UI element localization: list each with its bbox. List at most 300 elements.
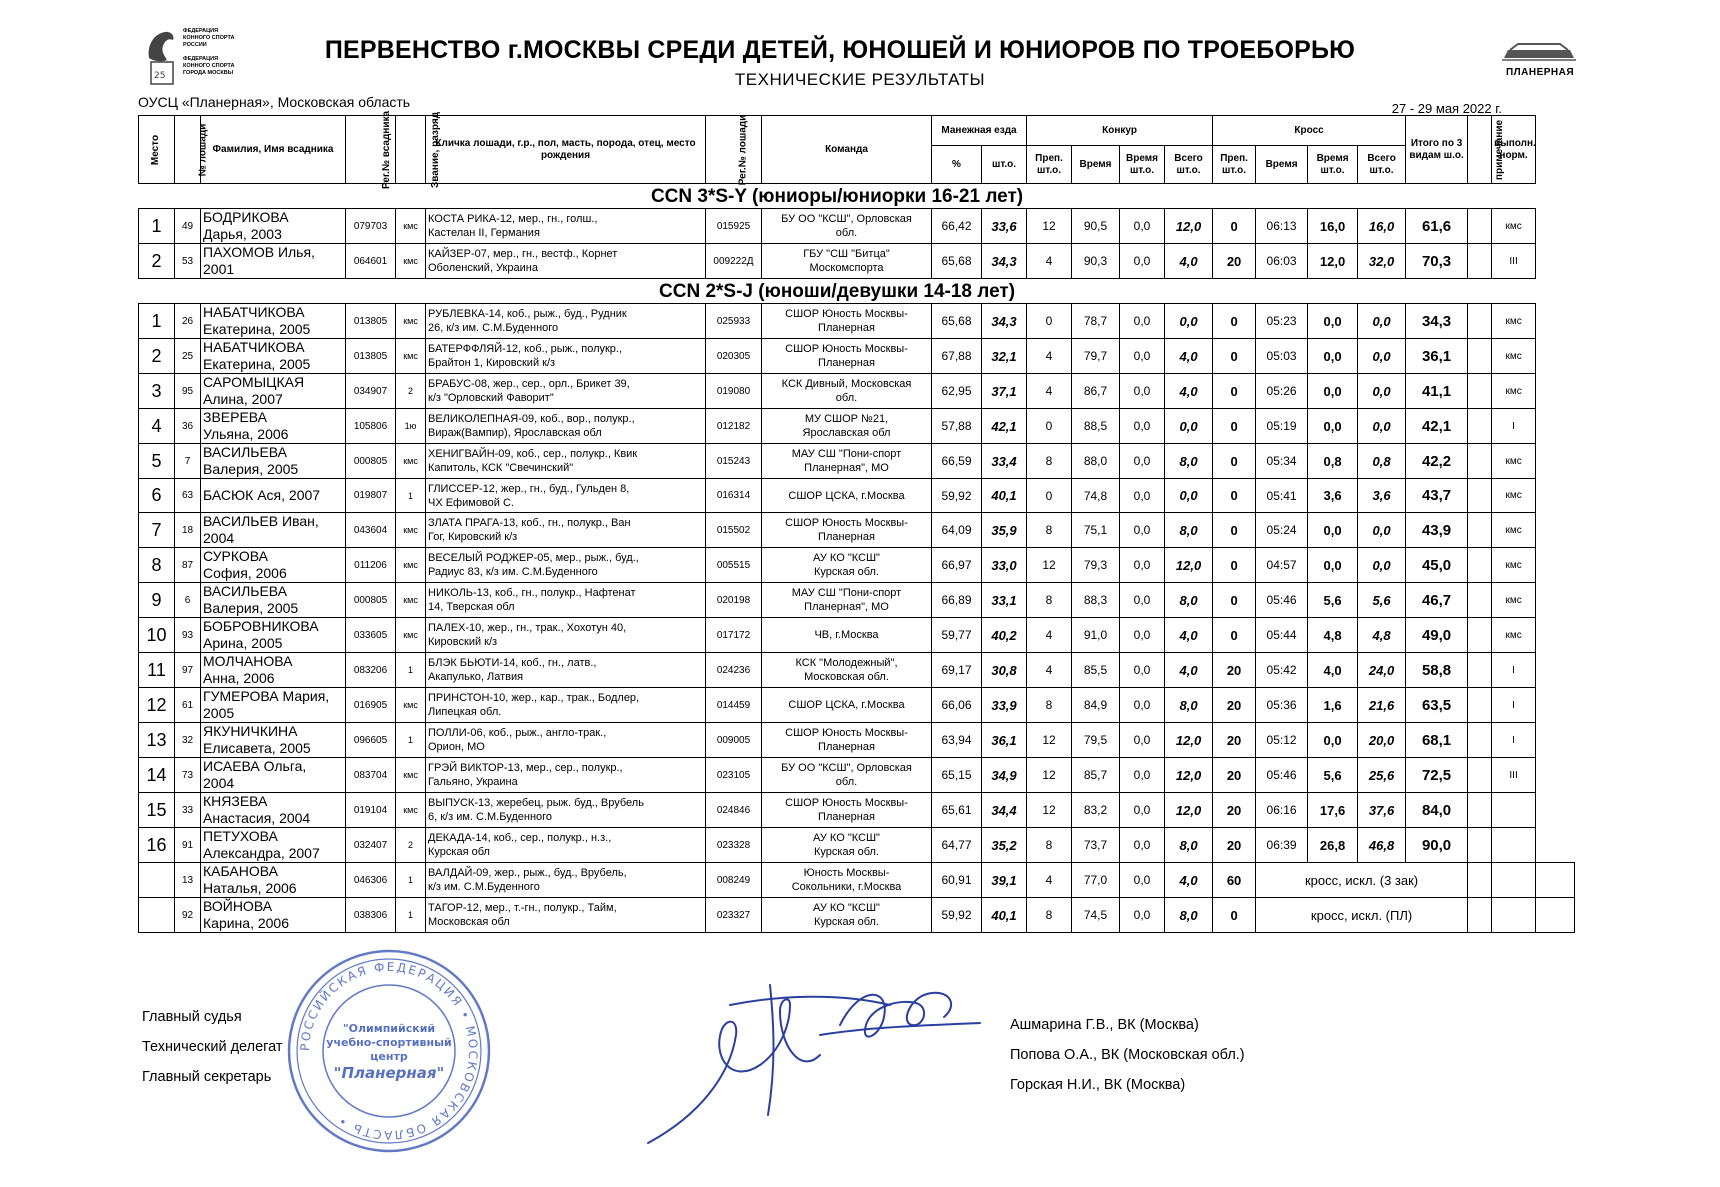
- category-row: [139, 184, 1575, 209]
- officials-names: [1010, 1010, 1245, 1100]
- cell-rider-reg: 019807: [346, 479, 396, 513]
- cell-jump-time: 85,5: [1072, 653, 1120, 688]
- cell-rider: КАБАНОВА Наталья, 2006: [201, 863, 346, 898]
- cell-horse: ПАЛЕХ-10, жер., гн., трак., Хохотун 40, Кировский к/з: [426, 618, 706, 653]
- cell-jump-total: 12,0: [1165, 209, 1213, 244]
- cell-horse-reg: 017172: [706, 618, 762, 653]
- svg-text:25: 25: [154, 71, 166, 81]
- cell-horse-no: 92: [175, 898, 201, 933]
- cell-team: МУ СШОР №21, Ярославская обл: [762, 409, 932, 444]
- cell-dressage-pct: 59,77: [932, 618, 982, 653]
- cell-cross-result: кросс, искл. (3 зак): [1256, 863, 1468, 898]
- cell-jump-time-pen: 0,0: [1120, 863, 1165, 898]
- cell-cross-time: 05:19: [1256, 409, 1308, 444]
- cell-place: 5: [139, 444, 175, 479]
- cell-dressage-pen: 37,1: [982, 374, 1027, 409]
- col-cross-obst: Преп. шт.о.: [1213, 146, 1256, 184]
- cell-dressage-pct: 66,97: [932, 548, 982, 583]
- cell-rank: кмс: [396, 793, 426, 828]
- cell-note: [1468, 209, 1492, 244]
- col-jump-time: Время: [1072, 146, 1120, 184]
- cell-cross-result: кросс, искл. (ПЛ): [1256, 898, 1468, 933]
- official-stamp: [284, 946, 494, 1156]
- cell-rank: кмс: [396, 209, 426, 244]
- cell-dressage-pen: 40,1: [982, 479, 1027, 513]
- cell-horse-reg: 009222Д: [706, 244, 762, 279]
- cell-team: СШОР ЦСКА, г.Москва: [762, 688, 932, 723]
- cell-cross-time-pen: 0,0: [1308, 339, 1358, 374]
- planernaya-logo: [1500, 40, 1580, 76]
- cell-dressage-pct: 65,68: [932, 244, 982, 279]
- cell-rider: БАСЮК Ася, 2007: [201, 479, 346, 513]
- cell-jump-total: 12,0: [1165, 723, 1213, 758]
- cell-total: 68,1: [1406, 723, 1468, 758]
- cell-cross-time: 05:12: [1256, 723, 1308, 758]
- cell-place: 3: [139, 374, 175, 409]
- cell-rider-reg: 038306: [346, 898, 396, 933]
- col-cross-time-pen: Время шт.о.: [1308, 146, 1358, 184]
- name-chief-judge: Ашмарина Г.В., ВК (Москва): [1010, 1017, 1199, 1033]
- cell-team: ЧВ, г.Москва: [762, 618, 932, 653]
- cell-total: 45,0: [1406, 548, 1468, 583]
- cell-rider: НАБАТЧИКОВА Екатерина, 2005: [201, 339, 346, 374]
- cell-norm: кмс: [1492, 548, 1536, 583]
- cell-rank: 1: [396, 479, 426, 513]
- cell-dressage-pen: 34,3: [982, 244, 1027, 279]
- cell-team: КСК Дивный, Московская обл.: [762, 374, 932, 409]
- cell-dressage-pct: 59,92: [932, 898, 982, 933]
- stadium-logo-icon: [1500, 40, 1578, 62]
- cell-note: [1468, 409, 1492, 444]
- cell-rider-reg: 064601: [346, 244, 396, 279]
- cell-dressage-pen: 33,9: [982, 688, 1027, 723]
- cell-rider-reg: 096605: [346, 723, 396, 758]
- cell-team: МАУ СШ "Пони-спорт Планерная", МО: [762, 583, 932, 618]
- cell-rank: кмс: [396, 244, 426, 279]
- cell-rider: ПЕТУХОВА Александра, 2007: [201, 828, 346, 863]
- table-row: [139, 339, 1575, 374]
- cell-jump-time: 90,5: [1072, 209, 1120, 244]
- cell-cross-total: 5,6: [1358, 583, 1406, 618]
- cell-rank: кмс: [396, 583, 426, 618]
- cell-total: 34,3: [1406, 304, 1468, 339]
- cell-jump-time: 74,5: [1072, 898, 1120, 933]
- cell-dressage-pct: 66,42: [932, 209, 982, 244]
- role-chief-judge: Главный судья: [142, 1009, 242, 1025]
- cell-place: 10: [139, 618, 175, 653]
- cell-cross-time-pen: 0,0: [1308, 513, 1358, 548]
- cell-jump-time: 90,3: [1072, 244, 1120, 279]
- cell-cross-total: 0,0: [1358, 374, 1406, 409]
- cell-jump-obst: 4: [1027, 863, 1072, 898]
- cell-jump-total: 0,0: [1165, 304, 1213, 339]
- cell-horse: РУБЛЕВКА-14, коб., рыж., буд., Рудник 26, к/з им. С.М.Буденного: [426, 304, 706, 339]
- col-jump-total: Всего шт.о.: [1165, 146, 1213, 184]
- cell-cross-time: 05:41: [1256, 479, 1308, 513]
- cell-cross-time: 06:16: [1256, 793, 1308, 828]
- cell-jump-time-pen: 0,0: [1120, 304, 1165, 339]
- cell-rider: ВАСИЛЬЕВА Валерия, 2005: [201, 583, 346, 618]
- cell-norm: кмс: [1492, 304, 1536, 339]
- col-dressage-pen: шт.о.: [982, 146, 1027, 184]
- cell-jump-time: 88,0: [1072, 444, 1120, 479]
- cell-horse-reg: 023105: [706, 758, 762, 793]
- cell-horse-reg: 015502: [706, 513, 762, 548]
- category-title: CCN 3*S-Y (юниоры/юниорки 16-21 лет): [139, 184, 1536, 209]
- cell-place: 2: [139, 339, 175, 374]
- cell-note: [1468, 723, 1492, 758]
- cell-cross-total: 0,0: [1358, 339, 1406, 374]
- cell-team: КСК "Молодежный", Московская обл.: [762, 653, 932, 688]
- cell-cross-time-pen: 0,0: [1308, 304, 1358, 339]
- cell-jump-time: 73,7: [1072, 828, 1120, 863]
- cell-jump-time: 79,5: [1072, 723, 1120, 758]
- cell-dressage-pen: 35,2: [982, 828, 1027, 863]
- table-row: [139, 653, 1575, 688]
- cell-cross-time: 05:46: [1256, 758, 1308, 793]
- cell-dressage-pct: 66,89: [932, 583, 982, 618]
- cell-jump-time: 88,3: [1072, 583, 1120, 618]
- cell-dressage-pct: 62,95: [932, 374, 982, 409]
- cell-jump-time-pen: 0,0: [1120, 513, 1165, 548]
- cell-cross-time-pen: 16,0: [1308, 209, 1358, 244]
- cell-total: 84,0: [1406, 793, 1468, 828]
- table-row: [139, 409, 1575, 444]
- table-row: [139, 479, 1575, 513]
- cell-total: 61,6: [1406, 209, 1468, 244]
- cell-cross-obst: 0: [1213, 339, 1256, 374]
- cell-cross-obst: 20: [1213, 758, 1256, 793]
- table-row: [139, 374, 1575, 409]
- cell-note: [1468, 479, 1492, 513]
- cell-cross-time-pen: 3,6: [1308, 479, 1358, 513]
- cell-jump-obst: 4: [1027, 374, 1072, 409]
- cell-jump-obst: 8: [1027, 583, 1072, 618]
- cell-rank: 1: [396, 653, 426, 688]
- cell-rank: кмс: [396, 444, 426, 479]
- cell-norm: I: [1492, 688, 1536, 723]
- cell-norm: кмс: [1492, 618, 1536, 653]
- cell-cross-total: 0,8: [1358, 444, 1406, 479]
- cell-total: [1468, 863, 1492, 898]
- cell-horse: ВЕСЕЛЫЙ РОДЖЕР-05, мер., рыж., буд., Радиус 83, к/з им. С.М.Буденного: [426, 548, 706, 583]
- cell-place: 6: [139, 479, 175, 513]
- table-row: [139, 244, 1575, 279]
- cell-cross-obst: 0: [1213, 513, 1256, 548]
- cell-horse-reg: 020198: [706, 583, 762, 618]
- venue: ОУСЦ «Планерная», Московская область: [138, 94, 411, 110]
- cell-cross-total: 16,0: [1358, 209, 1406, 244]
- cell-rider: ИСАЕВА Ольга, 2004: [201, 758, 346, 793]
- cell-jump-obst: 12: [1027, 758, 1072, 793]
- cell-dressage-pct: 65,68: [932, 304, 982, 339]
- cell-norm: кмс: [1492, 374, 1536, 409]
- cell-total: [1468, 898, 1492, 933]
- cell-horse: БРАБУС-08, жер., сер., орл., Брикет 39, к/з "Орловский Фаворит": [426, 374, 706, 409]
- cell-horse: БАТЕРФФЛЯЙ-12, коб., рыж., полукр., Брайтон 1, Кировский к/з: [426, 339, 706, 374]
- cell-dressage-pct: 65,61: [932, 793, 982, 828]
- cell-horse-reg: 015243: [706, 444, 762, 479]
- col-note: примечание: [1468, 116, 1492, 184]
- table-row: [139, 513, 1575, 548]
- cell-rider-reg: 043604: [346, 513, 396, 548]
- cell-place: [139, 898, 175, 933]
- cell-horse-reg: 005515: [706, 548, 762, 583]
- cell-horse-no: 13: [175, 863, 201, 898]
- cell-rider: ПАХОМОВ Илья, 2001: [201, 244, 346, 279]
- cell-rider-reg: 083206: [346, 653, 396, 688]
- signatures: [640, 965, 1010, 1150]
- cell-jump-obst: 4: [1027, 653, 1072, 688]
- cell-jump-time-pen: 0,0: [1120, 209, 1165, 244]
- cell-horse-no: 73: [175, 758, 201, 793]
- cell-rank: кмс: [396, 758, 426, 793]
- cell-cross-time: 06:39: [1256, 828, 1308, 863]
- cell-rider: МОЛЧАНОВА Анна, 2006: [201, 653, 346, 688]
- cell-jump-total: 12,0: [1165, 548, 1213, 583]
- cell-cross-total: 0,0: [1358, 304, 1406, 339]
- cell-total: 72,5: [1406, 758, 1468, 793]
- cell-jump-time: 88,5: [1072, 409, 1120, 444]
- cell-jump-time: 91,0: [1072, 618, 1120, 653]
- cell-rider: КНЯЗЕВА Анастасия, 2004: [201, 793, 346, 828]
- cell-cross-obst: 0: [1213, 898, 1256, 933]
- cell-dressage-pct: 59,92: [932, 479, 982, 513]
- page-subtitle: ТЕХНИЧЕСКИЕ РЕЗУЛЬТАТЫ: [734, 70, 986, 89]
- cell-rider: ВАСИЛЬЕВА Валерия, 2005: [201, 444, 346, 479]
- table-row: [139, 723, 1575, 758]
- cell-total: 58,8: [1406, 653, 1468, 688]
- cell-rank: 1: [396, 898, 426, 933]
- cell-cross-obst: 0: [1213, 444, 1256, 479]
- cell-horse-no: 36: [175, 409, 201, 444]
- cell-jump-obst: 12: [1027, 723, 1072, 758]
- cell-rank: 1: [396, 723, 426, 758]
- cell-horse: ТАГОР-12, мер., т.-гн., полукр., Тайм, Московская обл: [426, 898, 706, 933]
- cell-jump-time-pen: 0,0: [1120, 758, 1165, 793]
- svg-text:"Планерная": "Планерная": [333, 1064, 445, 1082]
- cell-dressage-pct: 60,91: [932, 863, 982, 898]
- cell-cross-obst: 20: [1213, 793, 1256, 828]
- cell-jump-time-pen: 0,0: [1120, 828, 1165, 863]
- cell-jump-time-pen: 0,0: [1120, 444, 1165, 479]
- cell-cross-time-pen: 4,8: [1308, 618, 1358, 653]
- cell-rank: кмс: [396, 548, 426, 583]
- cell-dressage-pct: 63,94: [932, 723, 982, 758]
- cell-total: 63,5: [1406, 688, 1468, 723]
- cell-jump-total: 4,0: [1165, 339, 1213, 374]
- cell-cross-obst: 0: [1213, 548, 1256, 583]
- cell-dressage-pen: 42,1: [982, 409, 1027, 444]
- cell-place: 7: [139, 513, 175, 548]
- name-chief-secretary: Горская Н.И., ВК (Москва): [1010, 1077, 1186, 1093]
- cell-horse-reg: 024846: [706, 793, 762, 828]
- svg-text:"Олимпийский: "Олимпийский: [342, 1022, 436, 1035]
- cell-norm: I: [1492, 723, 1536, 758]
- cell-jump-obst: 8: [1027, 444, 1072, 479]
- cell-rider-reg: 000805: [346, 444, 396, 479]
- cell-dressage-pct: 57,88: [932, 409, 982, 444]
- cell-jump-time-pen: 0,0: [1120, 479, 1165, 513]
- cell-jump-total: 8,0: [1165, 688, 1213, 723]
- cell-jump-time-pen: 0,0: [1120, 653, 1165, 688]
- cell-place: [139, 863, 175, 898]
- cell-place: 13: [139, 723, 175, 758]
- cell-jump-total: 4,0: [1165, 618, 1213, 653]
- cell-jump-time-pen: 0,0: [1120, 339, 1165, 374]
- col-rider-reg: Рег.№ всадника: [346, 116, 396, 184]
- cell-horse-no: 18: [175, 513, 201, 548]
- col-norm: выполн. норм.: [1492, 116, 1536, 184]
- col-horse-no: № лошади: [175, 116, 201, 184]
- cell-horse-no: 93: [175, 618, 201, 653]
- cell-norm: кмс: [1492, 339, 1536, 374]
- cell-rank: кмс: [396, 618, 426, 653]
- cell-cross-total: 4,8: [1358, 618, 1406, 653]
- table-row: [139, 583, 1575, 618]
- cell-dressage-pct: 66,59: [932, 444, 982, 479]
- cell-dressage-pct: 67,88: [932, 339, 982, 374]
- cell-dressage-pen: 33,1: [982, 583, 1027, 618]
- col-dressage: Манежная езда: [932, 116, 1027, 146]
- cell-rider: ЯКУНИЧКИНА Елисавета, 2005: [201, 723, 346, 758]
- cell-dressage-pct: 69,17: [932, 653, 982, 688]
- cell-dressage-pct: 64,77: [932, 828, 982, 863]
- cell-note: [1492, 863, 1536, 898]
- cell-team: МАУ СШ "Пони-спорт Планерная", МО: [762, 444, 932, 479]
- role-technical-delegate: Технический делегат: [142, 1039, 283, 1055]
- cell-cross-time-pen: 0,0: [1308, 409, 1358, 444]
- cell-team: АУ КО "КСШ" Курская обл.: [762, 898, 932, 933]
- cell-jump-total: 8,0: [1165, 828, 1213, 863]
- col-team: Команда: [762, 116, 932, 184]
- cell-norm: кмс: [1492, 583, 1536, 618]
- cell-jump-total: 8,0: [1165, 444, 1213, 479]
- col-total: Итого по 3 видам ш.о.: [1406, 116, 1468, 184]
- category-row: [139, 279, 1575, 304]
- cell-rider: СУРКОВА София, 2006: [201, 548, 346, 583]
- cell-team: СШОР Юность Москвы- Планерная: [762, 304, 932, 339]
- cell-jump-time: 79,7: [1072, 339, 1120, 374]
- col-dressage-pct: %: [932, 146, 982, 184]
- table-row: [139, 688, 1575, 723]
- cell-dressage-pen: 33,0: [982, 548, 1027, 583]
- cell-cross-time: 05:26: [1256, 374, 1308, 409]
- cell-rank: 2: [396, 374, 426, 409]
- cell-jump-obst: 8: [1027, 688, 1072, 723]
- cell-rider-reg: 032407: [346, 828, 396, 863]
- cell-jump-total: 8,0: [1165, 513, 1213, 548]
- cell-cross-obst: 0: [1213, 374, 1256, 409]
- cell-norm: I: [1492, 653, 1536, 688]
- cell-total: 70,3: [1406, 244, 1468, 279]
- cell-dressage-pct: 64,09: [932, 513, 982, 548]
- cell-dressage-pct: 66,06: [932, 688, 982, 723]
- cell-cross-time-pen: 0,0: [1308, 374, 1358, 409]
- cell-cross-total: 24,0: [1358, 653, 1406, 688]
- cell-norm: [1536, 898, 1575, 933]
- cell-jump-time: 83,2: [1072, 793, 1120, 828]
- cell-place: 16: [139, 828, 175, 863]
- cell-dressage-pen: 34,3: [982, 304, 1027, 339]
- cell-norm: кмс: [1492, 513, 1536, 548]
- cell-place: 15: [139, 793, 175, 828]
- cell-team: СШОР ЦСКА, г.Москва: [762, 479, 932, 513]
- cell-rider-reg: 013805: [346, 339, 396, 374]
- col-cross-time: Время: [1256, 146, 1308, 184]
- cell-horse: ЗЛАТА ПРАГА-13, коб., гн., полукр., Ван Гог, Кировский к/з: [426, 513, 706, 548]
- cell-cross-obst: 0: [1213, 304, 1256, 339]
- cell-jump-obst: 4: [1027, 244, 1072, 279]
- cell-total: 49,0: [1406, 618, 1468, 653]
- cell-rider-reg: 046306: [346, 863, 396, 898]
- cell-jump-time: 74,8: [1072, 479, 1120, 513]
- cell-cross-time: 05:44: [1256, 618, 1308, 653]
- cell-jump-obst: 0: [1027, 304, 1072, 339]
- cell-rider-reg: 011206: [346, 548, 396, 583]
- table-row: [139, 548, 1575, 583]
- cell-note: [1468, 304, 1492, 339]
- cell-cross-obst: 20: [1213, 688, 1256, 723]
- cell-cross-time-pen: 17,6: [1308, 793, 1358, 828]
- cell-jump-total: 12,0: [1165, 758, 1213, 793]
- cell-jump-total: 4,0: [1165, 863, 1213, 898]
- col-jump-obst: Преп. шт.о.: [1027, 146, 1072, 184]
- cell-cross-total: 21,6: [1358, 688, 1406, 723]
- cell-jump-time: 75,1: [1072, 513, 1120, 548]
- cell-horse-reg: 014459: [706, 688, 762, 723]
- cell-cross-time: 05:42: [1256, 653, 1308, 688]
- cell-horse-reg: 012182: [706, 409, 762, 444]
- cell-total: 42,2: [1406, 444, 1468, 479]
- cell-cross-time: 06:13: [1256, 209, 1308, 244]
- cell-note: [1468, 339, 1492, 374]
- cell-place: 4: [139, 409, 175, 444]
- cell-jump-obst: 8: [1027, 513, 1072, 548]
- cell-dressage-pen: 40,2: [982, 618, 1027, 653]
- cell-note: [1468, 244, 1492, 279]
- cell-horse-reg: 015925: [706, 209, 762, 244]
- cell-note: [1468, 583, 1492, 618]
- cell-total: 41,1: [1406, 374, 1468, 409]
- cell-cross-time-pen: 26,8: [1308, 828, 1358, 863]
- cell-jump-obst: 12: [1027, 209, 1072, 244]
- cell-jump-total: 0,0: [1165, 479, 1213, 513]
- cell-dressage-pen: 30,8: [982, 653, 1027, 688]
- cell-cross-time: 05:23: [1256, 304, 1308, 339]
- results-table: [138, 110, 1575, 933]
- federation-logo-text: ФЕДЕРАЦИЯ КОННОГО СПОРТА РОССИИ ФЕДЕРАЦИЯ КОННОГО СПОРТА ГОРОДА МОСКВЫ: [183, 28, 235, 76]
- cell-rider: ЗВЕРЕВА Ульяна, 2006: [201, 409, 346, 444]
- cell-jump-time-pen: 0,0: [1120, 618, 1165, 653]
- cell-cross-time-pen: 4,0: [1308, 653, 1358, 688]
- cell-horse-no: 32: [175, 723, 201, 758]
- cell-cross-time-pen: 0,8: [1308, 444, 1358, 479]
- cell-cross-total: 46,8: [1358, 828, 1406, 863]
- cell-horse-no: 97: [175, 653, 201, 688]
- cell-note: [1468, 793, 1492, 828]
- cell-cross-total: 0,0: [1358, 548, 1406, 583]
- cell-horse-no: 61: [175, 688, 201, 723]
- category-title: CCN 2*S-J (юноши/девушки 14-18 лет): [139, 279, 1536, 304]
- cell-rider-reg: 016905: [346, 688, 396, 723]
- cell-norm: I: [1492, 409, 1536, 444]
- cell-place: 14: [139, 758, 175, 793]
- cell-norm: кмс: [1492, 444, 1536, 479]
- cell-jump-obst: 8: [1027, 898, 1072, 933]
- cell-norm: III: [1492, 758, 1536, 793]
- cell-horse-no: 63: [175, 479, 201, 513]
